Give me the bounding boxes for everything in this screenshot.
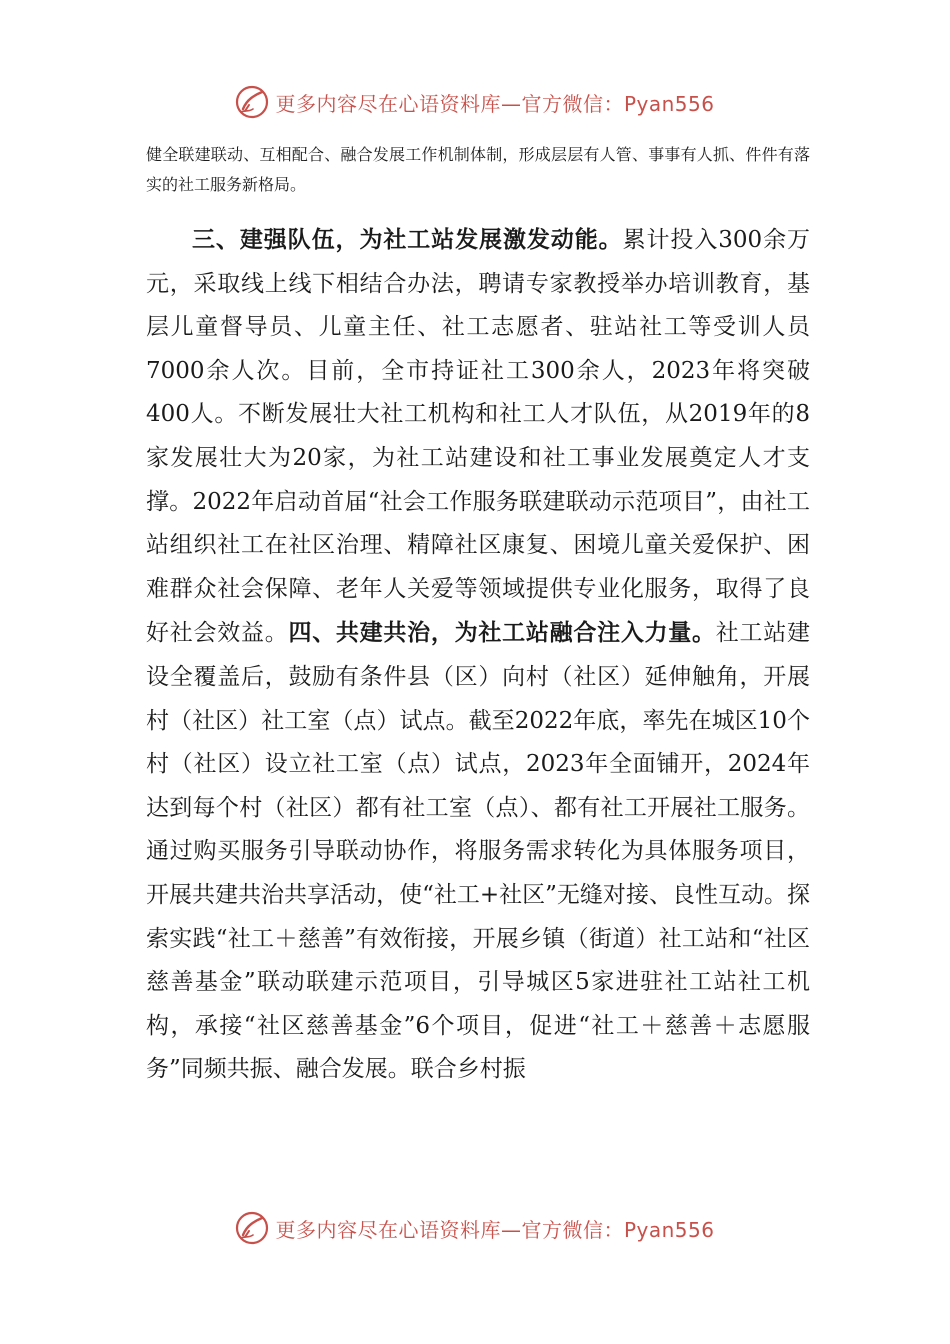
section-3-body: 累计投入300余万元，采取线上线下相结合办法，聘请专家教授举办培训教育，基层儿童督导员、儿童主任、社工志愿者、驻站社工等受训人员7000余人次。目前，全市持证社工300余人，2023年将突破400人。不断发展壮大社工机构和社工人才队伍，从2019年的8家发展壮大为20家，为社工站建设和社工事业发展奠定人才支撑。2022年启动首届“社会工作服务联建联动示范项目”，由社工站组织社工在社区治理、精障社区康复、困境儿童关爱保护、困难群众社会保障、老年人关爱等领域提供专业化服务，取得了良好社会效益。 [146, 227, 811, 647]
watermark-footer [0, 1208, 950, 1248]
watermark-header [0, 82, 950, 122]
watermark-text: 更多内容尽在心语资料库—官方微信：Pyan556 [275, 91, 715, 116]
section-3-heading: 三、建强队伍，为社工站发展激发动能。 [192, 226, 623, 253]
pen-signature-icon [235, 1211, 269, 1245]
document-body [146, 218, 810, 1092]
intro-text: 健全联建联动、互相配合、融合发展工作机制体制，形成层层有人管、事事有人抓、件件有落实的社工服务新格局。 [146, 145, 810, 194]
section-4-body: 社工站建设全覆盖后，鼓励有条件县（区）向村（社区）延伸触角，开展村（社区）社工室（点）试点。截至2022年底，率先在城区10个村（社区）设立社工室（点）试点，2023年全面铺开，2024年达到每个村（社区）都有社工室（点）、都有社工开展社工服务。通过购买服务引导联动协作，将服务需求转化为具体服务项目，开展共建共治共享活动，使“社工+社区”无缝对接、良性互动。探索实践“社工＋慈善”有效衔接，开展乡镇（街道）社工站和“社区慈善基金”联动联建示范项目，引导城区5家进驻社工站社工机构，承接“社区慈善基金”6个项目，促进“社工＋慈善＋志愿服务”同频共振、融合发展。联合乡村振 [146, 620, 811, 1083]
pen-signature-icon [235, 85, 269, 119]
watermark-text: 更多内容尽在心语资料库—官方微信：Pyan556 [275, 1217, 715, 1242]
intro-paragraph [146, 140, 810, 200]
section-4-heading: 四、共建共治，为社工站融合注入力量。 [288, 619, 716, 647]
section-3-paragraph [146, 218, 810, 1092]
